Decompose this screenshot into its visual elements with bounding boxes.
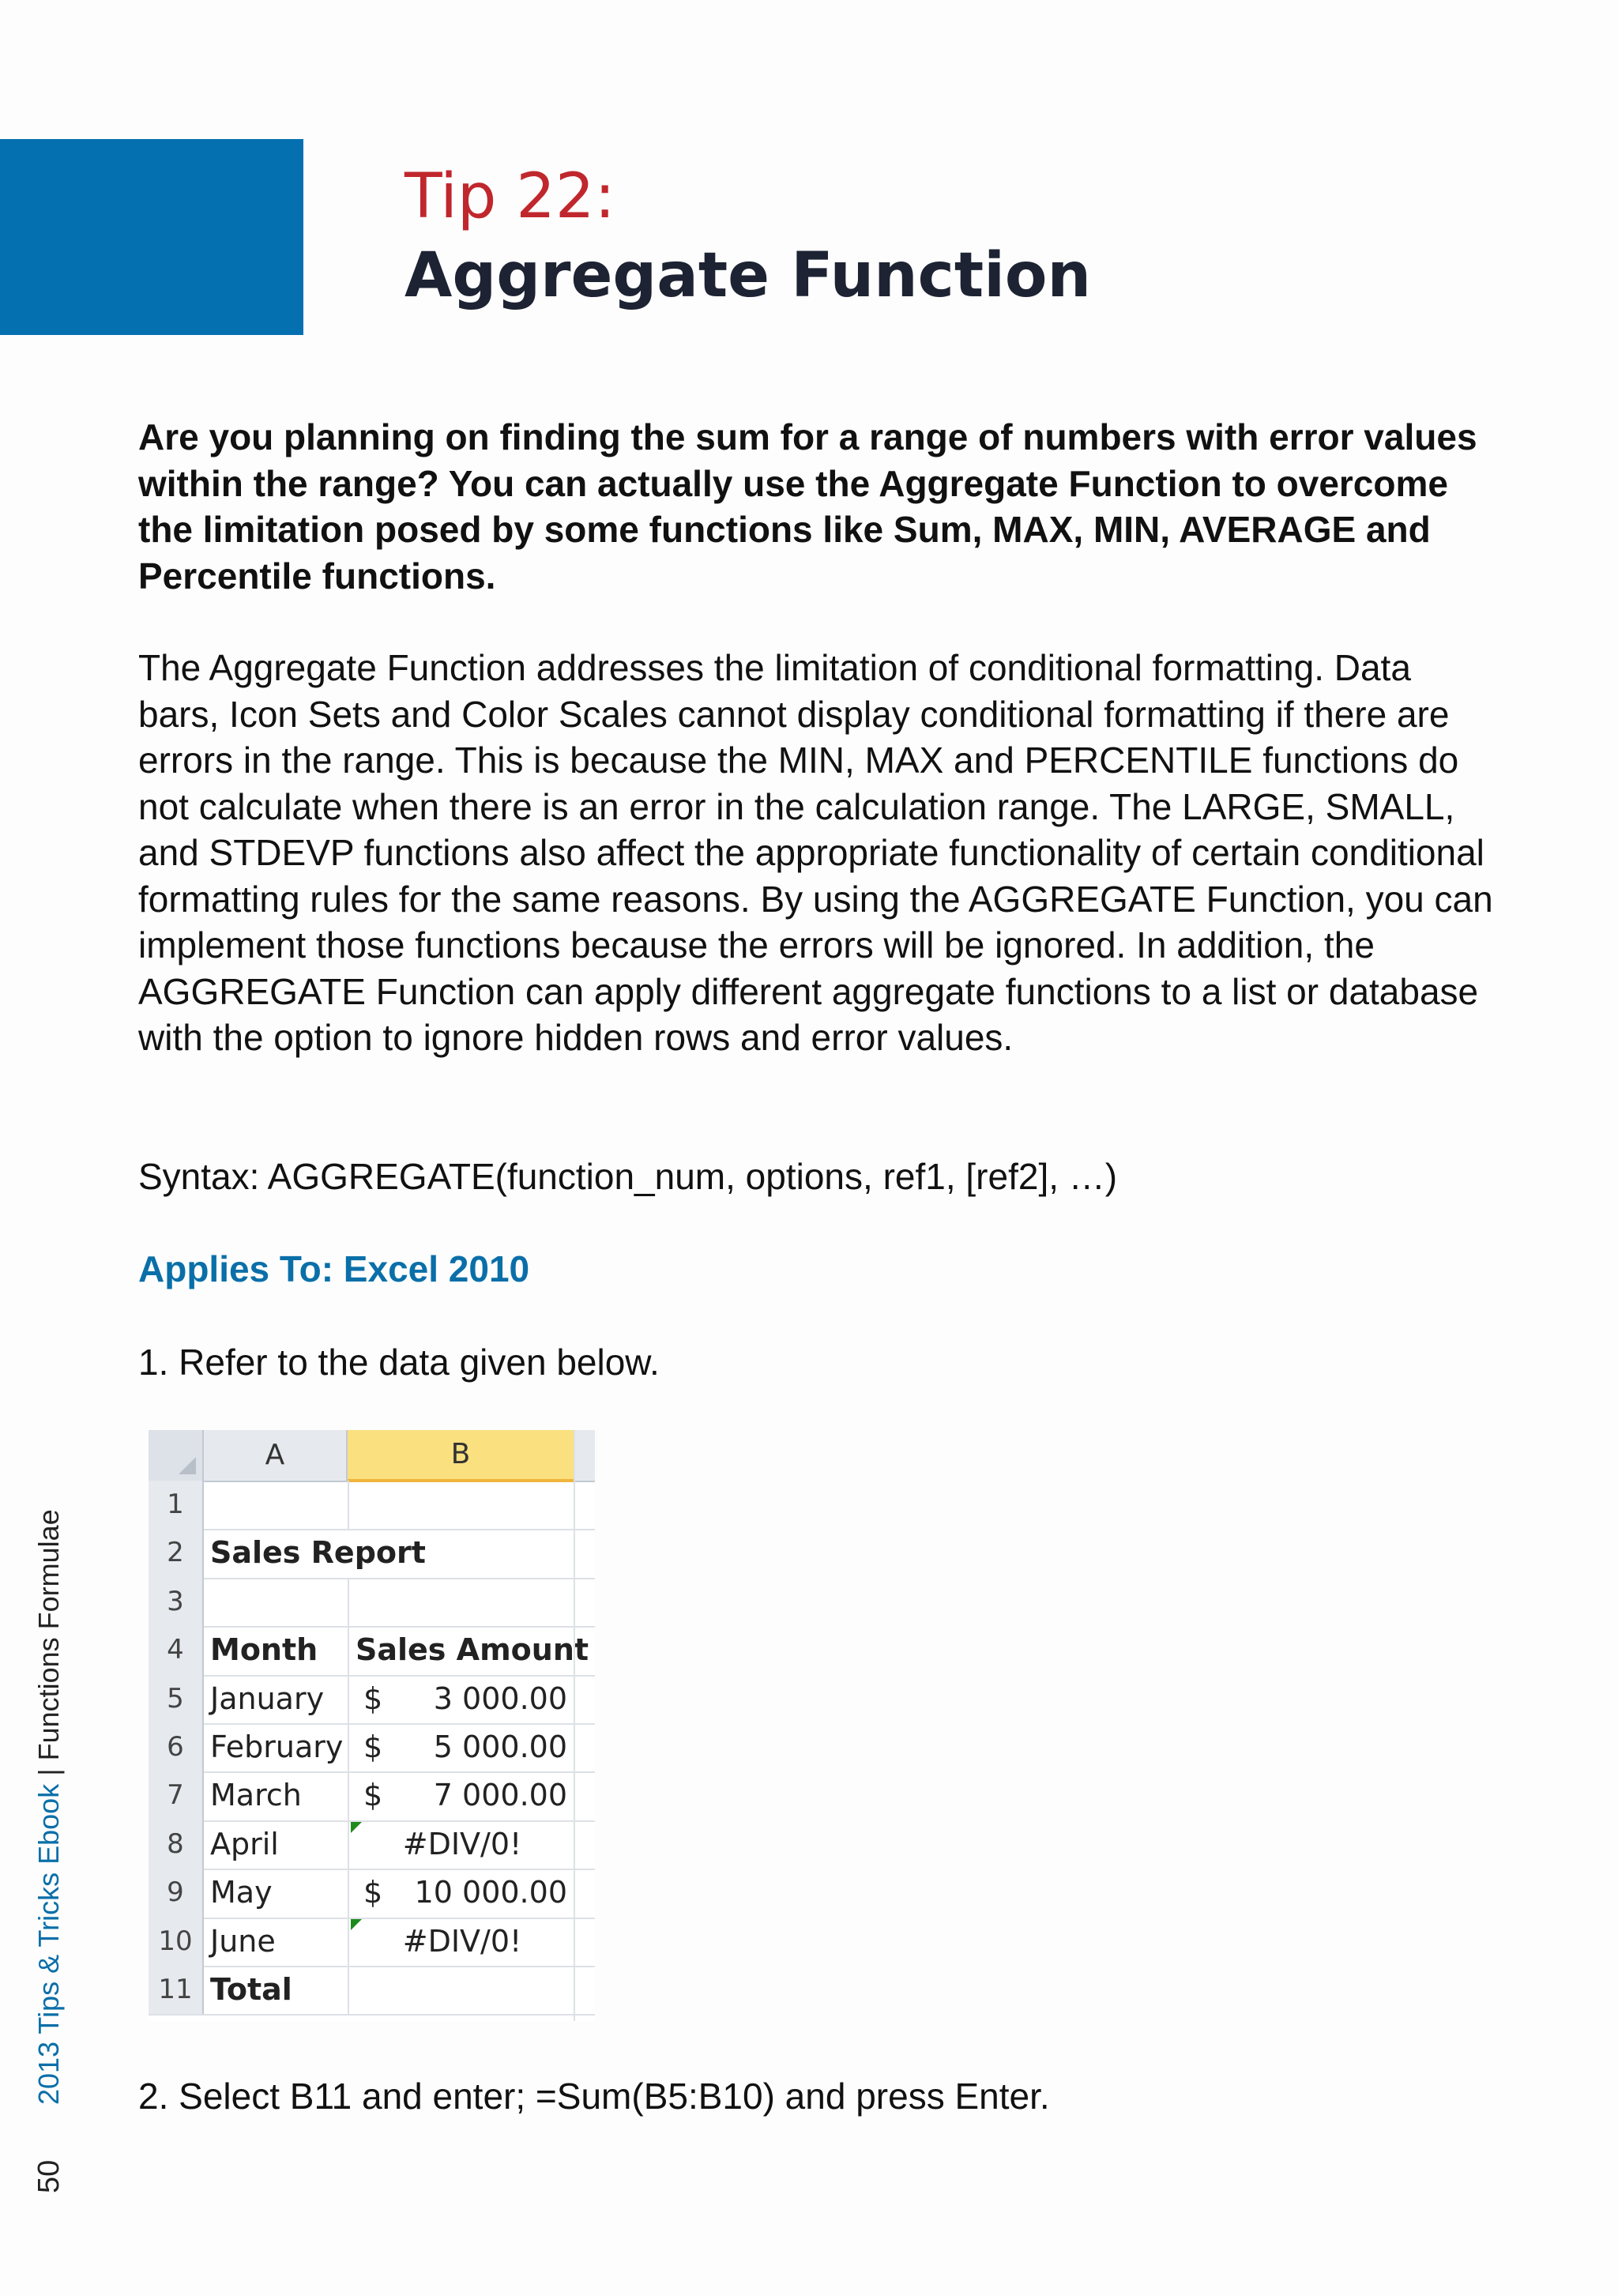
- sheet-row: [149, 1675, 595, 1725]
- sheet-title-cell: Sales Report: [210, 1535, 426, 1571]
- row-number: 7: [149, 1771, 204, 1820]
- row-number: 9: [149, 1869, 204, 1917]
- row-number: 4: [149, 1626, 204, 1674]
- body-paragraph: The Aggregate Function addresses the limitation of conditional formatting. Data bars, Icon Sets and Color Scales cannot display conditional formatting if there are errors in the range. This is because the MIN, MAX and PERCENTILE functions do not calculate when there is an error in the calculation range. The LARGE, SMALL, and STDEVP functions also affect the appropriate functionality of certain conditional formatting rules for the same reasons. By using the AGGREGATE Function, you can implement those functions because the errors will be ignored. In addition, the AGGREGATE Function can apply different aggregate functions to a list or database with the option to ignore hidden rows and error values.: [138, 647, 1493, 1058]
- header-cell-month: Month: [210, 1632, 318, 1668]
- month-cell: June: [210, 1923, 276, 1959]
- select-all-corner: [149, 1430, 204, 1481]
- month-cell: February: [210, 1730, 344, 1764]
- error-cell: #DIV/0!: [348, 1918, 575, 1966]
- page-number: 50: [32, 2159, 66, 2193]
- header-color-block: [0, 139, 303, 335]
- row-number: 5: [149, 1675, 204, 1723]
- sheet-row: [149, 1578, 595, 1628]
- month-cell: May: [210, 1875, 273, 1910]
- sheet-row: [149, 1723, 595, 1773]
- error-cell: #DIV/0!: [348, 1820, 575, 1869]
- section-name: Functions Formulae: [32, 1509, 65, 1761]
- sheet-row: [149, 1626, 595, 1676]
- sidebar-label: [32, 1509, 66, 2105]
- select-all-icon: [179, 1457, 196, 1474]
- sidebar-separator: |: [32, 1768, 65, 1776]
- amount-cell: $ 7 000.00: [348, 1771, 575, 1820]
- tip-number: Tip 22:: [404, 161, 615, 232]
- month-cell: April: [210, 1826, 279, 1861]
- syntax-line: Syntax: AGGREGATE(function_num, options, ref1, [ref2], …): [138, 1156, 1118, 1197]
- amount-cell: $ 10 000.00: [348, 1869, 575, 1917]
- row-number: 2: [149, 1529, 204, 1577]
- applies-to-heading: Applies To: Excel 2010: [138, 1248, 530, 1289]
- header-cell-sales-amount: Sales Amount: [348, 1626, 575, 1674]
- row-number: 6: [149, 1723, 204, 1771]
- total-label-cell: Total: [210, 1972, 292, 2007]
- sheet-row: [149, 1529, 595, 1579]
- column-header-b: B: [348, 1430, 575, 1482]
- intro-paragraph: Are you planning on finding the sum for a range of numbers with error values within the range? You can actually use the Aggregate Function to overcome the limitation posed by some functions like Sum, MAX, MIN, AVERAGE and Percentile functions.: [138, 416, 1477, 597]
- column-c-edge: [574, 1430, 596, 2021]
- row-number: 1: [149, 1481, 204, 1529]
- column-header-a: A: [204, 1430, 348, 1481]
- row-number: 11: [149, 1966, 204, 2014]
- row-number: 3: [149, 1578, 204, 1626]
- month-cell: March: [210, 1778, 302, 1813]
- sheet-row: [149, 1481, 595, 1530]
- sheet-row: [149, 1869, 595, 1918]
- ebook-name: 2013 Tips & Tricks Ebook: [32, 1783, 65, 2105]
- sheet-row: [149, 1820, 595, 1870]
- sheet-row: [149, 1966, 595, 2016]
- row-number: 8: [149, 1820, 204, 1869]
- cell-b: [348, 1481, 575, 1529]
- spreadsheet-screenshot: [149, 1430, 595, 2021]
- cell-b: [348, 1578, 575, 1626]
- step-2: 2. Select B11 and enter; =Sum(B5:B10) and press Enter.: [138, 2076, 1050, 2117]
- amount-cell: $ 3 000.00: [348, 1675, 575, 1723]
- month-cell: January: [210, 1681, 325, 1716]
- amount-cell: $ 5 000.00: [348, 1723, 575, 1771]
- sheet-row: [149, 1918, 595, 1967]
- total-value-cell: [348, 1966, 575, 2014]
- page-title: Aggregate Function: [404, 240, 1092, 311]
- step-1: 1. Refer to the data given below.: [138, 1342, 660, 1383]
- column-header-row: [149, 1430, 595, 1482]
- sheet-row: [149, 1771, 595, 1821]
- row-number: 10: [149, 1918, 204, 1966]
